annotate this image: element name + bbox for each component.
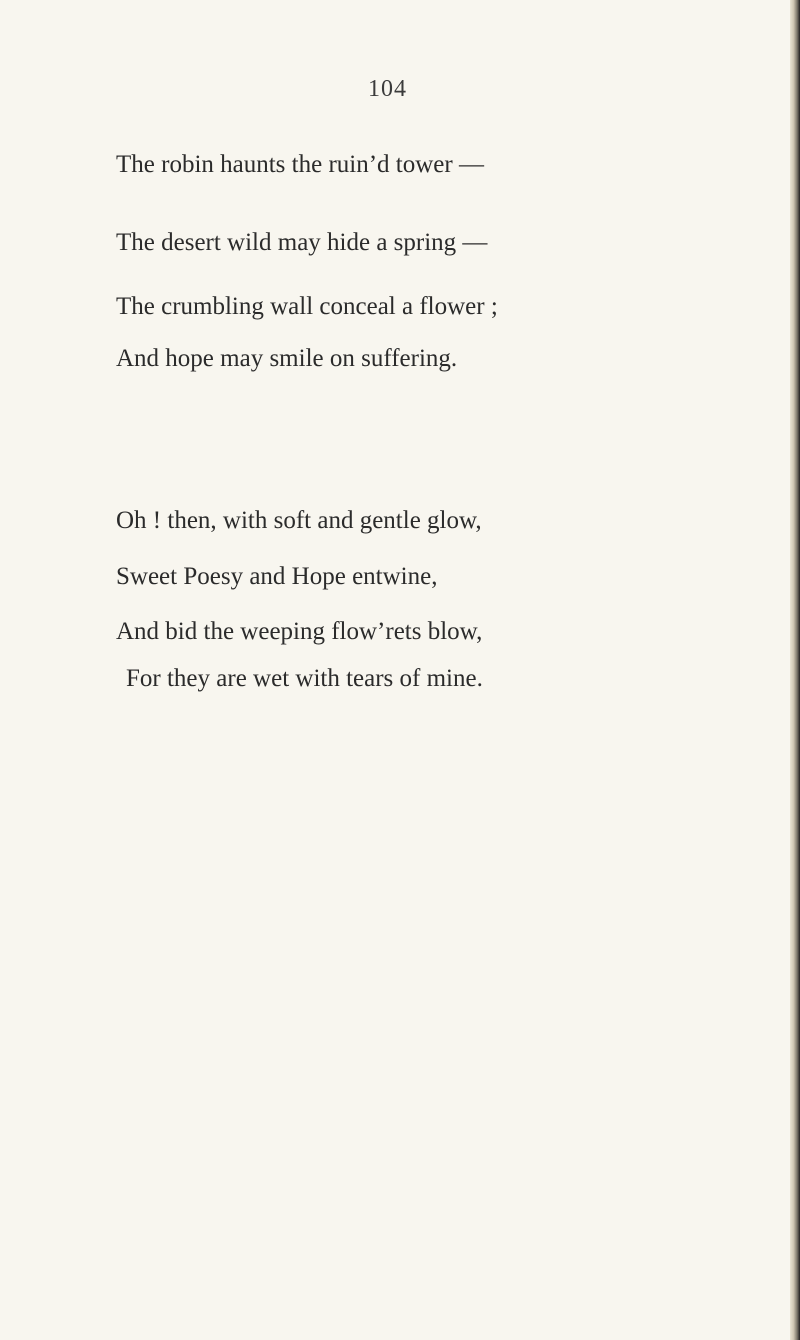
poem-line: And hope may smile on suffering. xyxy=(116,345,458,372)
poem-line: The robin haunts the ruin’d tower — xyxy=(116,151,484,178)
poem-line: Oh ! then, with soft and gentle glow, xyxy=(116,507,482,534)
poem-line: For they are wet with tears of mine. xyxy=(126,665,483,692)
poem-line: Sweet Poesy and Hope entwine, xyxy=(116,563,438,590)
poem-line: The desert wild may hide a spring — xyxy=(116,229,488,256)
page-edge-shadow xyxy=(790,0,800,1340)
poem-line: The crumbling wall conceal a flower ; xyxy=(116,293,498,320)
page-number: 104 xyxy=(368,76,407,102)
poem-line: And bid the weeping flow’rets blow, xyxy=(116,618,483,645)
